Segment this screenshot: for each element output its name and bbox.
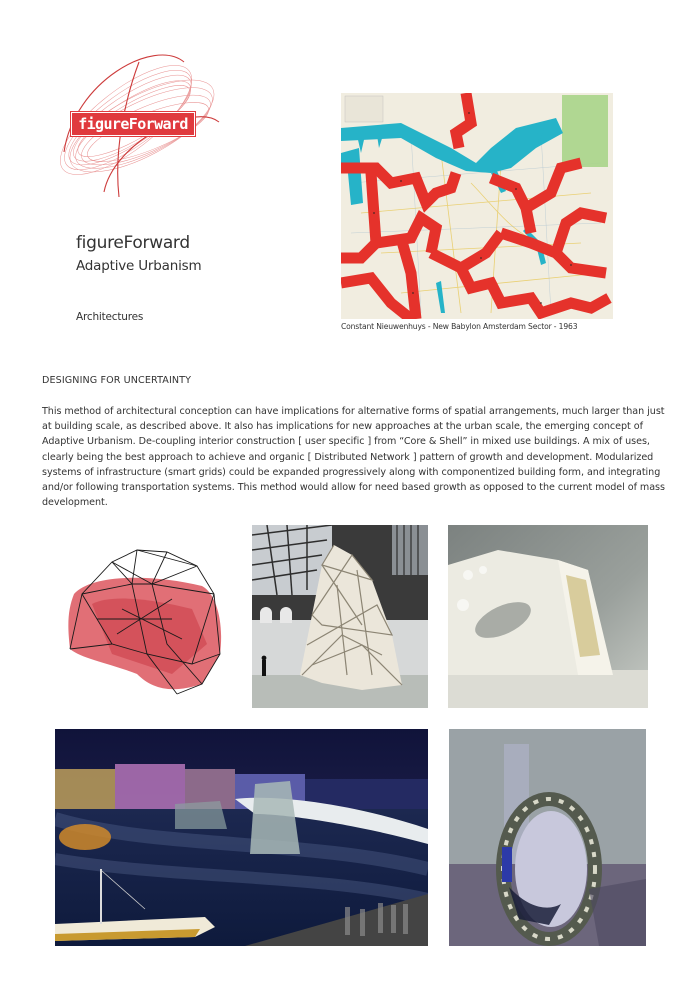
- map-caption: Constant Nieuwenhuys - New Babylon Amsterdam Sector - 1963: [341, 322, 578, 331]
- night-canal-bridge-image: [55, 729, 428, 946]
- brand-subtitle: Adaptive Urbanism: [76, 258, 202, 274]
- red-membrane-wireframe-image: [52, 524, 238, 708]
- logo: [44, 42, 224, 200]
- brand-category: Architectures: [76, 311, 144, 323]
- section-title: DESIGNING FOR UNCERTAINTY: [42, 375, 192, 386]
- section-body: This method of architectural conception can have implications for alternative forms of spatial arrangements, much larger than just at building scale, as described above. It also has implications for new approaches at the urban scale, the emerging concept of Adaptive Urbanism. De-coupling interior construction [ user specific ] from “Core & Shell” in mixed use buildings. A mix of uses, clearly being the best approach to achieve and organic [ Distributed Network ] pattern of growth and development. Modularized systems of infrastructure (smart grids) could be expanded progressively along with componentized building form, and integrating and/or following transportation systems. This method would allow for need based growth as opposed to the current model of mass development.: [42, 406, 665, 509]
- logo-badge: figureForward: [71, 112, 195, 136]
- brand-name: figureForward: [76, 233, 190, 253]
- ring-pod-rendering-image: [449, 729, 646, 946]
- white-shell-model-image: [448, 525, 648, 708]
- lattice-structure-hall-image: [252, 525, 428, 708]
- new-babylon-map-image: [341, 93, 613, 319]
